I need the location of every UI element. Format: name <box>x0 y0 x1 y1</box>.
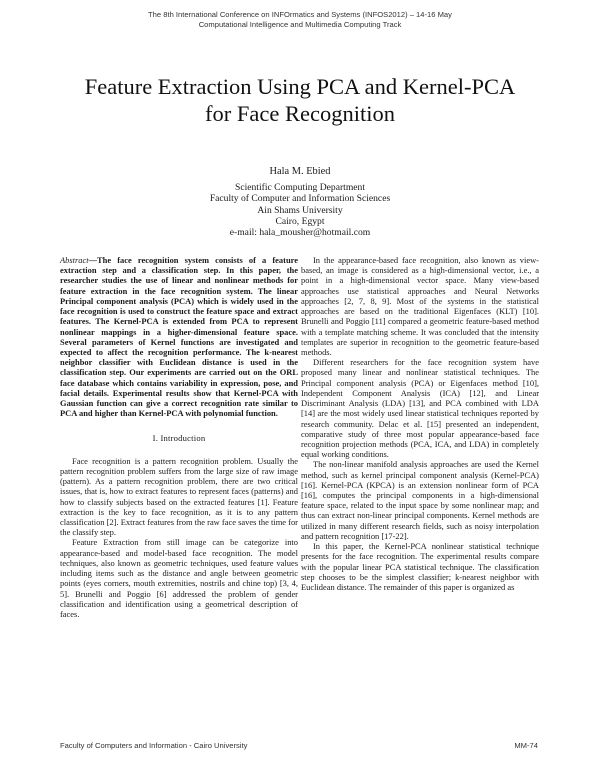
intro-paragraph-1: Face recognition is a pattern recognition problem. Usually the pattern recognition problem suffers from the large size of raw image (pattern). As a pattern recognition problem, there are two critical issues, that is, how to extract features to represent faces (patterns) and how to classify subjects based on the extracted features [1]. Feature extraction is the key to face recognition, as it is to any pattern classification [2]. Extract features from the raw face saves the time for the classify step. <box>60 455 298 538</box>
title-line-1: Feature Extraction Using PCA and Kernel-PCA <box>84 74 516 99</box>
intro-paragraph-2: Feature Extraction from still image can be categorize into appearance-based and model-based face recognition. The model techniques, also known as geometric techniques, used feature values including items such as the distance and angle between geometric points (eyes corners, mouth extremities, nostrils and chine top) [3, 4, 5]. Brunelli and Poggio [6] addressed the problem of gender classification and identification using a geometrical description of faces. <box>60 537 298 619</box>
abstract <box>60 255 298 419</box>
body-paragraph-1: In the appearance-based face recognition, also known as view-based, an image is considered as a high-dimensional vector, i.e., a point in a high-dimensional vector space. Many view-based approaches use statistical approaches and Neural Networks approaches [2, 7, 8, 9]. Most of the systems in the statistical approaches are based on the traditional Eigenfaces (KLT) [10]. Brunelli and Poggio [11] compared a geometric feature-based method with a template matching scheme. It was concluded that the intensity templates are superior in recognition to the geometric feature-based methods. <box>301 255 539 357</box>
right-column <box>301 255 539 592</box>
author-name: Hala M. Ebied <box>269 166 331 177</box>
title-line-2: for Face Recognition <box>205 101 395 126</box>
footer-page-number: MM-74 <box>514 741 538 750</box>
left-column <box>60 255 298 619</box>
author-block <box>0 166 600 238</box>
author-faculty: Faculty of Computer and Information Sciences <box>209 193 391 205</box>
paper-title <box>40 73 560 127</box>
section-heading-introduction <box>60 433 298 443</box>
body-paragraph-2: Different researchers for the face recognition system have proposed many linear and nonlinear statistical techniques. The Principal component analysis (PCA) or Eigenfaces method [10], Independent Component Analysis (ICA) [12], and Linear Discriminant Analysis (LDA) [13], and PCA combined with LDA [14] are the most widely used linear statistical techniques reported by research community. Delac et al. [15] presented an independent, comparative study of three most popular appearance-based face recognition projection methods (PCA, ICA, and LDA) in completely equal working conditions. <box>301 357 539 460</box>
section-number: I. <box>152 432 159 443</box>
author-university: Ain Shams University <box>257 204 343 216</box>
conference-line-1: The 8th International Conference on INFOrmatics and Systems (INFOS2012) – 14-16 May <box>148 10 452 19</box>
body-paragraph-3: The non-linear manifold analysis approaches are used the Kernel method, such as kernel principal component analysis (Kernel-PCA) [16]. Kernel-PCA (KPCA) is an extension nonlinear form of PCA [16], computes the principal components in a high-dimensional feature space, related to the input space by some nonlinear map; and thus can extract non-linear principal components. Kernel methods are utilized in many different research fields, such as noisy interpolation and pattern recognition [17-22]. <box>301 459 539 541</box>
author-department: Scientific Computing Department <box>234 182 366 194</box>
conference-header <box>0 10 600 30</box>
footer-institution: Faculty of Computers and Information - Cairo University <box>60 741 248 750</box>
section-title: Introduction <box>160 432 206 443</box>
body-paragraph-4: In this paper, the Kernel-PCA nonlinear statistical technique presents for the face recognition. The experimental results compare with the popular linear PCA statistical technique. The classification step chooses to be the simplest classifier; k-nearest neighbor with Euclidean distance. The remainder of this paper is organized as <box>301 541 539 592</box>
abstract-separator: — <box>88 255 98 265</box>
conference-line-2: Computational Intelligence and Multimedia Computing Track <box>198 20 402 29</box>
author-city: Cairo, Egypt <box>275 215 325 227</box>
abstract-label: Abstract <box>60 255 89 265</box>
abstract-text: The face recognition system consists of a feature extraction step and a classification step. In this paper, the researcher studies the use of linear and nonlinear methods for feature extraction in the face recognition system. The linear Principal component analysis (PCA) which is widely used in the face recognition is used to construct the feature space and extract features. The Kernel-PCA is extended from PCA to represent nonlinear mappings in a higher-dimensional feature space. Several parameters of Kernel functions are investigated and expected to affect the recognition performance. The k-nearest neighbor classifier with Euclidean distance is used in the classification step. Our experiments are carried out on the ORL face database which contains variability in expression, pose, and facial details. Experimental results show that Kernel-PCA with Gaussian function can give a correct recognition rate similar to PCA and higher than Kernel-PCA with polynomial function. <box>60 255 298 419</box>
author-email: e-mail: hala_mousher@hotmail.com <box>229 227 371 239</box>
